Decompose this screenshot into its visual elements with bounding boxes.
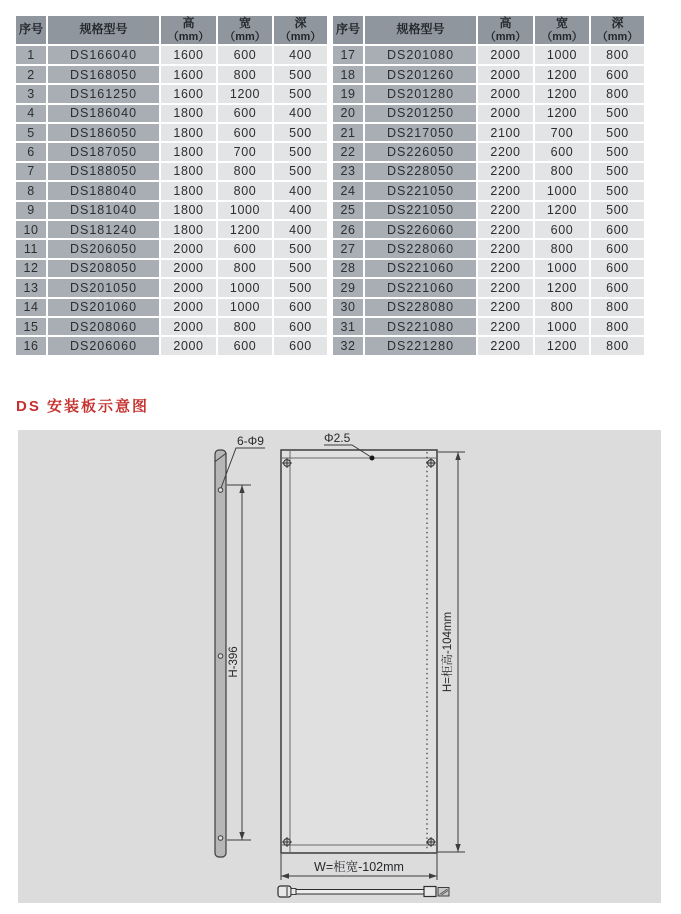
bottom-profile-view bbox=[278, 886, 449, 897]
height-value: 2200 bbox=[477, 259, 534, 278]
spec-table-right bbox=[331, 14, 646, 357]
spec-table-left bbox=[14, 14, 329, 357]
model-code: DS186040 bbox=[47, 104, 160, 123]
row-index: 20 bbox=[332, 104, 364, 123]
mount-holes-callout bbox=[221, 434, 265, 488]
height-value: 1600 bbox=[160, 65, 217, 84]
model-code: DS206050 bbox=[47, 239, 160, 258]
depth-value: 600 bbox=[273, 298, 328, 317]
row-index: 29 bbox=[332, 278, 364, 297]
mount-hole-top bbox=[218, 488, 223, 493]
height-value: 2000 bbox=[160, 278, 217, 297]
width-value: 800 bbox=[534, 239, 590, 258]
dim-arrow-up bbox=[239, 485, 244, 493]
col-header-height bbox=[477, 15, 534, 45]
row-index: 16 bbox=[15, 336, 47, 355]
depth-value: 500 bbox=[590, 104, 645, 123]
model-code: DS187050 bbox=[47, 142, 160, 161]
row-index: 11 bbox=[15, 239, 47, 258]
row-index: 30 bbox=[332, 298, 364, 317]
table-row bbox=[332, 181, 645, 200]
width-value: 800 bbox=[217, 162, 273, 181]
table-row bbox=[332, 65, 645, 84]
depth-value: 800 bbox=[590, 84, 645, 103]
row-index: 3 bbox=[15, 84, 47, 103]
row-index: 8 bbox=[15, 181, 47, 200]
technical-drawing bbox=[18, 430, 661, 903]
height-value: 1800 bbox=[160, 104, 217, 123]
spec-table-left-head bbox=[15, 15, 328, 45]
col-header-model bbox=[47, 15, 160, 45]
height-value: 2100 bbox=[477, 123, 534, 142]
height-value: 1800 bbox=[160, 220, 217, 239]
width-value: 600 bbox=[217, 239, 273, 258]
model-code: DS161250 bbox=[47, 84, 160, 103]
height-value: 2000 bbox=[160, 298, 217, 317]
row-index: 9 bbox=[15, 201, 47, 220]
row-index: 26 bbox=[332, 220, 364, 239]
right-end-box bbox=[424, 887, 436, 897]
table-row bbox=[332, 45, 645, 64]
height-value: 1800 bbox=[160, 201, 217, 220]
width-value: 1000 bbox=[534, 259, 590, 278]
model-code: DS228080 bbox=[364, 298, 477, 317]
width-value: 600 bbox=[217, 45, 273, 64]
depth-value: 500 bbox=[590, 201, 645, 220]
row-index: 32 bbox=[332, 336, 364, 355]
model-code: DS228050 bbox=[364, 162, 477, 181]
panel-outline bbox=[281, 450, 437, 853]
col-header-width bbox=[534, 15, 590, 45]
height-value: 1800 bbox=[160, 162, 217, 181]
profile-bar bbox=[296, 890, 424, 895]
col-header-index bbox=[332, 15, 364, 45]
row-index: 17 bbox=[332, 45, 364, 64]
row-index: 14 bbox=[15, 298, 47, 317]
width-value: 600 bbox=[217, 104, 273, 123]
model-code: DS226060 bbox=[364, 220, 477, 239]
depth-value: 500 bbox=[273, 142, 328, 161]
depth-value: 400 bbox=[273, 181, 328, 200]
width-value: 700 bbox=[217, 142, 273, 161]
height-value: 2200 bbox=[477, 336, 534, 355]
depth-value: 600 bbox=[590, 259, 645, 278]
spec-table-section bbox=[14, 14, 646, 357]
table-row bbox=[15, 220, 328, 239]
row-index: 15 bbox=[15, 317, 47, 336]
table-row bbox=[332, 104, 645, 123]
width-value: 1200 bbox=[534, 104, 590, 123]
spec-table-right-body bbox=[332, 45, 645, 355]
width-value: 1000 bbox=[534, 45, 590, 64]
height-value: 1800 bbox=[160, 181, 217, 200]
hole-spacing-dimension bbox=[227, 485, 251, 840]
table-row bbox=[332, 278, 645, 297]
col-header-height-label: 高 bbox=[182, 16, 195, 30]
model-code: DS201260 bbox=[364, 65, 477, 84]
row-index: 5 bbox=[15, 123, 47, 142]
model-code: DS226050 bbox=[364, 142, 477, 161]
depth-value: 500 bbox=[273, 65, 328, 84]
section-title: DS 安装板示意图 bbox=[16, 398, 150, 415]
table-row bbox=[332, 84, 645, 103]
left-end-clip bbox=[278, 886, 291, 897]
width-value: 1200 bbox=[534, 201, 590, 220]
width-value: 800 bbox=[217, 317, 273, 336]
row-index: 25 bbox=[332, 201, 364, 220]
table-row bbox=[15, 65, 328, 84]
row-index: 13 bbox=[15, 278, 47, 297]
col-header-depth-label: 深 bbox=[294, 16, 307, 30]
model-code: DS217050 bbox=[364, 123, 477, 142]
width-value: 1000 bbox=[217, 298, 273, 317]
table-row bbox=[332, 142, 645, 161]
table-row bbox=[15, 84, 328, 103]
width-value: 800 bbox=[217, 181, 273, 200]
table-row bbox=[15, 239, 328, 258]
model-code: DS221060 bbox=[364, 278, 477, 297]
width-value: 1000 bbox=[217, 201, 273, 220]
table-row bbox=[15, 278, 328, 297]
col-header-width-label: 宽 bbox=[238, 16, 251, 30]
height-value: 1800 bbox=[160, 123, 217, 142]
dim-arrow-down bbox=[455, 844, 460, 852]
width-value: 1200 bbox=[534, 278, 590, 297]
col-header-depth-label: 深 bbox=[611, 16, 624, 30]
depth-value: 500 bbox=[273, 162, 328, 181]
col-header-index-label: 序号 bbox=[335, 22, 360, 37]
height-value: 2000 bbox=[160, 336, 217, 355]
mount-hole-middle bbox=[218, 654, 223, 659]
row-index: 2 bbox=[15, 65, 47, 84]
depth-value: 400 bbox=[273, 220, 328, 239]
left-end-notch bbox=[291, 889, 296, 895]
depth-value: 500 bbox=[273, 278, 328, 297]
table-row bbox=[15, 259, 328, 278]
hole-spacing-label: H-396 bbox=[228, 646, 240, 678]
row-index: 24 bbox=[332, 181, 364, 200]
height-value: 2200 bbox=[477, 162, 534, 181]
model-code: DS201060 bbox=[47, 298, 160, 317]
height-value: 1600 bbox=[160, 84, 217, 103]
height-value: 2000 bbox=[160, 317, 217, 336]
depth-value: 500 bbox=[273, 123, 328, 142]
row-index: 7 bbox=[15, 162, 47, 181]
depth-value: 500 bbox=[590, 123, 645, 142]
row-index: 19 bbox=[332, 84, 364, 103]
row-index: 1 bbox=[15, 45, 47, 64]
table-row bbox=[332, 220, 645, 239]
depth-value: 800 bbox=[590, 317, 645, 336]
model-code: DS221060 bbox=[364, 259, 477, 278]
model-code: DS201280 bbox=[364, 84, 477, 103]
depth-value: 500 bbox=[273, 239, 328, 258]
model-code: DS181040 bbox=[47, 201, 160, 220]
width-value: 1000 bbox=[534, 317, 590, 336]
depth-value: 600 bbox=[590, 220, 645, 239]
model-code: DS208060 bbox=[47, 317, 160, 336]
depth-value: 500 bbox=[590, 181, 645, 200]
table-row bbox=[332, 239, 645, 258]
height-value: 2000 bbox=[160, 239, 217, 258]
col-header-height-unit: （mm） bbox=[167, 30, 210, 43]
depth-value: 400 bbox=[273, 201, 328, 220]
table-row bbox=[332, 123, 645, 142]
table-row bbox=[332, 336, 645, 355]
table-row bbox=[15, 45, 328, 64]
width-value: 1000 bbox=[534, 181, 590, 200]
width-value: 1200 bbox=[217, 84, 273, 103]
row-index: 22 bbox=[332, 142, 364, 161]
small-hole-label: Φ2.5 bbox=[324, 431, 351, 445]
front-panel-view bbox=[281, 450, 437, 853]
table-row bbox=[332, 201, 645, 220]
spec-table-left-body bbox=[15, 45, 328, 355]
model-code: DS166040 bbox=[47, 45, 160, 64]
model-code: DS221050 bbox=[364, 201, 477, 220]
row-index: 27 bbox=[332, 239, 364, 258]
depth-value: 400 bbox=[273, 104, 328, 123]
row-index: 21 bbox=[332, 123, 364, 142]
table-row bbox=[15, 336, 328, 355]
width-value: 1000 bbox=[217, 278, 273, 297]
col-header-width-unit: （mm） bbox=[224, 30, 266, 43]
table-row bbox=[15, 201, 328, 220]
row-index: 31 bbox=[332, 317, 364, 336]
mounting-plate-diagram bbox=[18, 430, 661, 903]
col-header-width-unit: （mm） bbox=[541, 30, 583, 43]
model-code: DS188050 bbox=[47, 162, 160, 181]
mount-holes-leader-line bbox=[221, 448, 265, 488]
depth-value: 600 bbox=[590, 278, 645, 297]
panel-height-dimension bbox=[438, 452, 465, 852]
col-header-model bbox=[364, 15, 477, 45]
col-header-height-label: 高 bbox=[499, 16, 512, 30]
dim-arrow-right bbox=[429, 873, 437, 878]
model-code: DS186050 bbox=[47, 123, 160, 142]
row-index: 28 bbox=[332, 259, 364, 278]
width-value: 1200 bbox=[534, 84, 590, 103]
depth-value: 500 bbox=[273, 84, 328, 103]
table-row bbox=[15, 298, 328, 317]
dim-arrow-left bbox=[281, 873, 289, 878]
dim-arrow-down bbox=[239, 832, 244, 840]
table-row bbox=[15, 104, 328, 123]
height-value: 2000 bbox=[477, 84, 534, 103]
model-code: DS208050 bbox=[47, 259, 160, 278]
depth-value: 800 bbox=[590, 336, 645, 355]
row-index: 23 bbox=[332, 162, 364, 181]
width-value: 700 bbox=[534, 123, 590, 142]
col-header-model-label: 规格型号 bbox=[79, 22, 128, 37]
mount-holes-label: 6-Φ9 bbox=[237, 434, 264, 448]
depth-value: 600 bbox=[273, 336, 328, 355]
width-value: 1200 bbox=[534, 65, 590, 84]
table-row bbox=[332, 298, 645, 317]
table-row bbox=[332, 162, 645, 181]
depth-value: 600 bbox=[590, 239, 645, 258]
model-code: DS228060 bbox=[364, 239, 477, 258]
row-index: 18 bbox=[332, 65, 364, 84]
col-header-height bbox=[160, 15, 217, 45]
col-header-depth bbox=[590, 15, 645, 45]
table-row bbox=[332, 317, 645, 336]
col-header-height-unit: （mm） bbox=[484, 30, 527, 43]
depth-value: 500 bbox=[590, 162, 645, 181]
model-code: DS181240 bbox=[47, 220, 160, 239]
width-value: 600 bbox=[534, 220, 590, 239]
col-header-width bbox=[217, 15, 273, 45]
model-code: DS221080 bbox=[364, 317, 477, 336]
model-code: DS221280 bbox=[364, 336, 477, 355]
panel-width-label: W=柜宽-102mm bbox=[314, 860, 404, 874]
height-value: 2000 bbox=[477, 45, 534, 64]
width-value: 1200 bbox=[217, 220, 273, 239]
mount-hole-bottom bbox=[218, 836, 223, 841]
col-header-model-label: 规格型号 bbox=[396, 22, 445, 37]
height-value: 2200 bbox=[477, 201, 534, 220]
model-code: DS188040 bbox=[47, 181, 160, 200]
height-value: 2200 bbox=[477, 239, 534, 258]
table-row bbox=[15, 162, 328, 181]
header-row bbox=[332, 15, 645, 45]
dim-arrow-up bbox=[455, 452, 460, 460]
col-header-index bbox=[15, 15, 47, 45]
row-index: 12 bbox=[15, 259, 47, 278]
table-row bbox=[15, 123, 328, 142]
width-value: 800 bbox=[534, 298, 590, 317]
depth-value: 800 bbox=[590, 298, 645, 317]
width-value: 1200 bbox=[534, 336, 590, 355]
panel-height-label: H=柜高-104mm bbox=[442, 611, 454, 693]
depth-value: 600 bbox=[273, 317, 328, 336]
height-value: 2200 bbox=[477, 220, 534, 239]
height-value: 2000 bbox=[477, 65, 534, 84]
model-code: DS201050 bbox=[47, 278, 160, 297]
row-index: 10 bbox=[15, 220, 47, 239]
width-value: 800 bbox=[534, 162, 590, 181]
model-code: DS201080 bbox=[364, 45, 477, 64]
model-code: DS168050 bbox=[47, 65, 160, 84]
table-row bbox=[332, 259, 645, 278]
height-value: 2200 bbox=[477, 298, 534, 317]
depth-value: 500 bbox=[590, 142, 645, 161]
col-header-depth-unit: （mm） bbox=[279, 30, 322, 43]
width-value: 800 bbox=[217, 259, 273, 278]
row-index: 6 bbox=[15, 142, 47, 161]
depth-value: 500 bbox=[273, 259, 328, 278]
height-value: 2200 bbox=[477, 317, 534, 336]
col-header-depth bbox=[273, 15, 328, 45]
height-value: 1600 bbox=[160, 45, 217, 64]
height-value: 1800 bbox=[160, 142, 217, 161]
row-index: 4 bbox=[15, 104, 47, 123]
height-value: 2000 bbox=[160, 259, 217, 278]
table-row bbox=[15, 317, 328, 336]
depth-value: 400 bbox=[273, 45, 328, 64]
width-value: 600 bbox=[217, 123, 273, 142]
header-row bbox=[15, 15, 328, 45]
table-row bbox=[15, 181, 328, 200]
col-header-index-label: 序号 bbox=[18, 22, 43, 37]
table-row bbox=[15, 142, 328, 161]
model-code: DS201250 bbox=[364, 104, 477, 123]
spec-table-right-head bbox=[332, 15, 645, 45]
end-cap-detail bbox=[438, 888, 449, 897]
depth-value: 600 bbox=[590, 65, 645, 84]
col-header-depth-unit: （mm） bbox=[596, 30, 639, 43]
height-value: 2200 bbox=[477, 142, 534, 161]
col-header-width-label: 宽 bbox=[555, 16, 568, 30]
width-value: 600 bbox=[534, 142, 590, 161]
side-profile-view bbox=[215, 450, 227, 857]
height-value: 2000 bbox=[477, 104, 534, 123]
height-value: 2200 bbox=[477, 278, 534, 297]
width-value: 800 bbox=[217, 65, 273, 84]
model-code: DS206060 bbox=[47, 336, 160, 355]
height-value: 2200 bbox=[477, 181, 534, 200]
model-code: DS221050 bbox=[364, 181, 477, 200]
panel-width-dimension bbox=[281, 854, 437, 880]
depth-value: 800 bbox=[590, 45, 645, 64]
width-value: 600 bbox=[217, 336, 273, 355]
